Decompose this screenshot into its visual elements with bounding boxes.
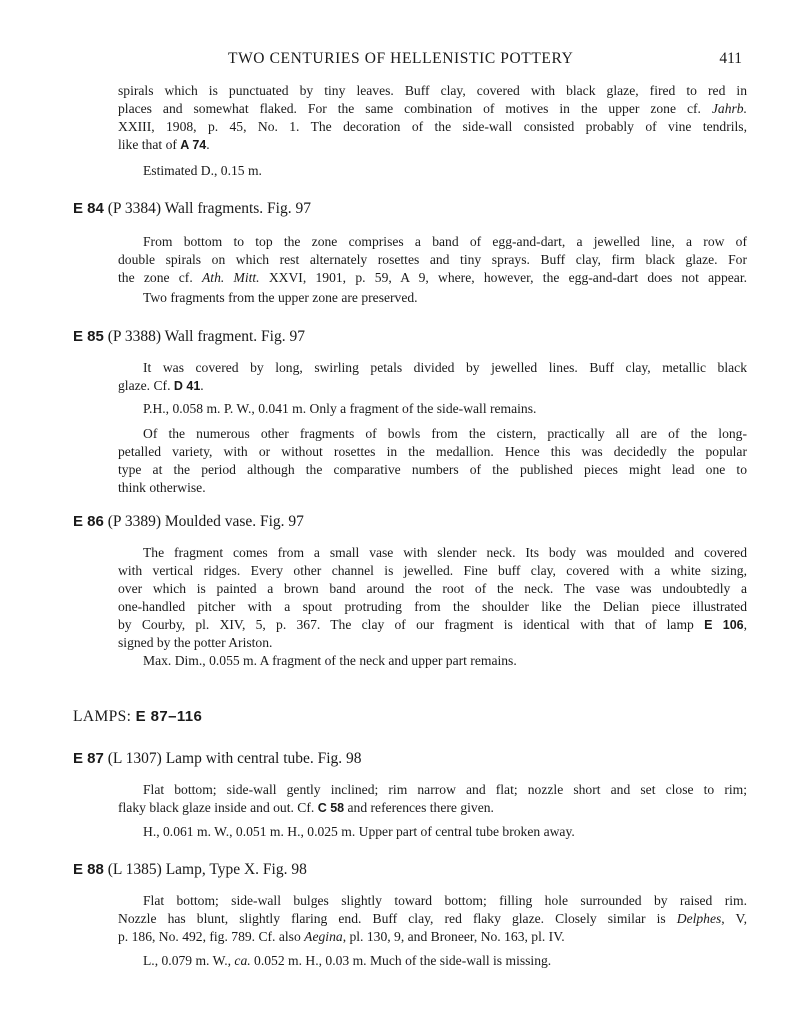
section-heading-lamps [73, 708, 202, 726]
text-line: with vertical ridges. Every other channel is jewelled. Fine buff clay, covered with a white sizing, [118, 563, 747, 578]
text-segment: 0.052 m. H., 0.03 m. Much of the side-wall is missing. [250, 953, 552, 968]
text-segment: flaky black glaze inside and out. Cf. [118, 800, 315, 815]
text-line: XXIII, 1908, p. 45, No. 1. The decoration of the side-wall consisted probably of vine tendrils, [118, 119, 747, 134]
text-segment: the zone cf. [118, 270, 193, 285]
intro-paragraph [118, 82, 747, 154]
text-segment: L., 0.079 m. W., [143, 953, 231, 968]
text-line [118, 269, 747, 287]
section-label: LAMPS: [73, 708, 136, 725]
text-line: petalled variety, with or without rosettes in the medallion. Hence this was decidedly the popular [118, 444, 747, 459]
entry-description [118, 892, 747, 946]
catalogue-number: E 87 [73, 750, 104, 767]
text-line: signed by the potter Ariston. [118, 635, 273, 650]
text-segment: , V, [721, 911, 747, 926]
text-line [118, 136, 747, 154]
entry-description [118, 359, 747, 395]
text-line [118, 799, 747, 817]
page-number: 411 [719, 50, 742, 67]
measurements: Estimated D., 0.15 m. [143, 163, 262, 178]
entry-title: (P 3384) Wall fragments. Fig. 97 [103, 200, 311, 217]
entry-title: (L 1385) Lamp, Type X. Fig. 98 [103, 861, 307, 878]
entry-title: (P 3389) Moulded vase. Fig. 97 [103, 513, 304, 530]
entry-description [118, 781, 747, 817]
entry-title: (L 1307) Lamp with central tube. Fig. 98 [103, 750, 362, 767]
text-line: From bottom to top the zone comprises a band of egg-and-dart, a jewelled line, a row of [143, 234, 747, 249]
text-segment: p. 186, No. 492, fig. 789. Cf. also [118, 929, 301, 944]
text-line: double spirals on which rest alternately rosettes and tiny sprays. Buff clay, firm black glaze. For [118, 252, 747, 267]
text-segment: XXVI, 1901, p. 59, A 9, where, however, the egg-and-dart does not appear. [268, 270, 748, 285]
text-line [118, 928, 747, 946]
text-line [118, 377, 747, 395]
text-line [118, 100, 747, 118]
measurements: Max. Dim., 0.055 m. A fragment of the neck and upper part remains. [143, 653, 517, 668]
text-segment: by Courby, pl. XIV, 5, p. 367. The clay of our fragment is identical with that of lamp [118, 617, 694, 632]
discussion-paragraph [118, 425, 747, 497]
entry-note: Two fragments from the upper zone are preserved. [143, 290, 418, 305]
catalogue-number: E 85 [73, 328, 104, 345]
text-line: Flat bottom; side-wall gently inclined; rim narrow and flat; nozzle short and set close to rim; [143, 782, 747, 797]
text-segment: places and somewhat flaked. For the same combination of motives in the upper zone cf. [118, 101, 701, 116]
italic-reference: Delphes [676, 911, 722, 926]
catalogue-reference: A 74 [180, 138, 207, 152]
catalogue-range: E 87–116 [135, 708, 203, 725]
text-line [118, 616, 747, 634]
catalogue-number: E 84 [73, 200, 104, 217]
text-line: over which is painted a brown band around the root of the neck. The vase was undoubtedly a [118, 581, 747, 596]
catalogue-reference: C 58 [317, 801, 345, 815]
entry-title: (P 3388) Wall fragment. Fig. 97 [103, 328, 305, 345]
text-segment: . [206, 137, 210, 152]
italic-reference: Ath. Mitt. [202, 270, 260, 285]
catalogue-number: E 88 [73, 861, 104, 878]
measurements: H., 0.061 m. W., 0.051 m. H., 0.025 m. Upper part of central tube broken away. [143, 824, 575, 839]
text-line: It was covered by long, swirling petals divided by jewelled lines. Buff clay, metallic black [143, 360, 747, 375]
text-line: Of the numerous other fragments of bowls from the cistern, practically all are of the long- [143, 426, 747, 441]
text-segment: like that of [118, 137, 177, 152]
text-segment: Nozzle has blunt, slightly flaring end. Buff clay, red flaky glaze. Closely similar is [118, 911, 666, 926]
text-segment: glaze. Cf. [118, 378, 171, 393]
entry-heading-e86 [73, 513, 304, 531]
text-line: type at the period although the comparative numbers of the published pieces might lead one to [118, 462, 747, 477]
text-segment: . [200, 378, 204, 393]
text-line: think otherwise. [118, 480, 206, 495]
entry-heading-e88 [73, 861, 307, 879]
entry-heading-e84 [73, 200, 311, 218]
catalogue-reference: D 41 [173, 379, 201, 393]
text-segment: and references there given. [344, 800, 494, 815]
text-line [118, 910, 747, 928]
catalogue-number: E 86 [73, 513, 104, 530]
italic-abbreviation: ca. [234, 953, 251, 968]
catalogue-reference: E 106 [704, 618, 744, 632]
text-line: spirals which is punctuated by tiny leaves. Buff clay, covered with black glaze, fired to red in [118, 83, 747, 98]
text-segment: , [743, 617, 748, 632]
text-segment: , pl. 130, 9, and Broneer, No. 163, pl. IV. [342, 929, 565, 944]
text-line: one-handled pitcher with a spout protruding from the shoulder like the Delian piece illustrated [118, 599, 747, 614]
entry-heading-e85 [73, 328, 305, 346]
entry-heading-e87 [73, 750, 362, 768]
running-title: TWO CENTURIES OF HELLENISTIC POTTERY [228, 50, 574, 67]
entry-description [118, 544, 747, 652]
italic-reference: Aegina [304, 929, 343, 944]
measurements: P.H., 0.058 m. P. W., 0.041 m. Only a fragment of the side-wall remains. [143, 401, 537, 416]
italic-reference: Jahrb. [711, 101, 747, 116]
text-line: Flat bottom; side-wall bulges slightly toward bottom; filling hole surrounded by raised rim. [143, 893, 747, 908]
text-line: The fragment comes from a small vase with slender neck. Its body was moulded and covered [143, 545, 747, 560]
measurements [143, 953, 551, 969]
entry-description [118, 233, 747, 287]
